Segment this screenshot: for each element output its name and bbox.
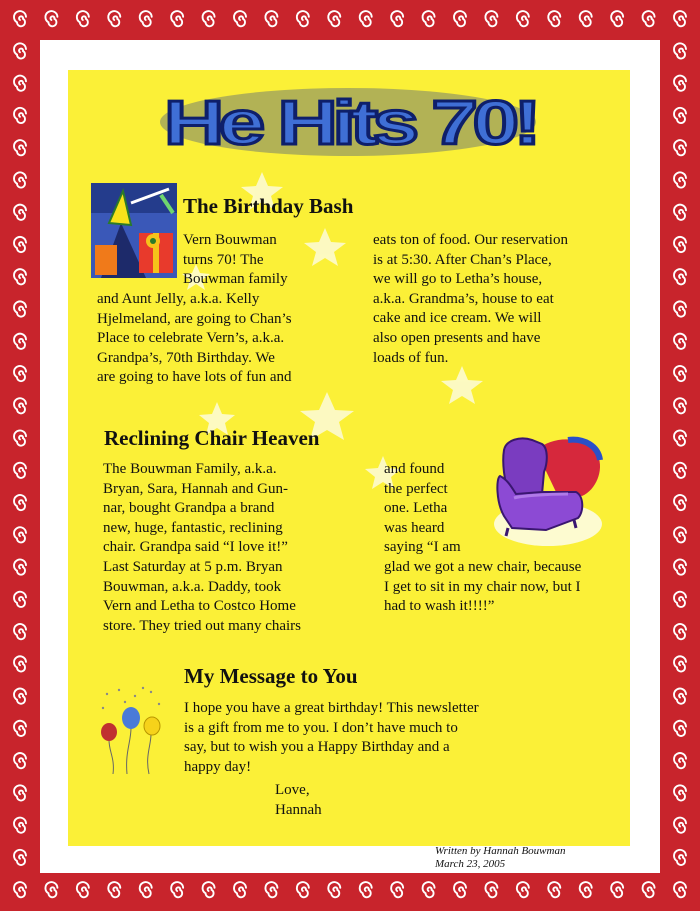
text-line: one. Letha xyxy=(384,500,448,517)
text-line: store. They tried out many chairs xyxy=(103,617,302,634)
text-line: we will go to Letha’s house, xyxy=(373,271,543,288)
text-line: was heard xyxy=(384,519,445,536)
author-credit xyxy=(435,845,565,871)
text-line: nar, bought Grandpa a brand xyxy=(103,500,275,517)
credit-author: Written by Hannah Bouwman xyxy=(435,845,566,857)
text-line: is at 5:30. After Chan’s Place, xyxy=(373,251,552,268)
text-line: had to wash it!!!!” xyxy=(384,598,495,615)
text-line: Bryan, Sara, Hannah and Gun- xyxy=(103,480,288,497)
text-line: cake and ice cream. We will xyxy=(373,310,542,327)
text-line: happy day! xyxy=(184,758,252,775)
text-line: new, huge, fantastic, reclining xyxy=(103,519,283,536)
signature: Hannah xyxy=(275,801,322,818)
text-line: I hope you have a great birthday! This newsletter xyxy=(184,700,479,716)
text-line: Bouwman, a.k.a. Daddy, took xyxy=(103,578,282,595)
balloons-clipart xyxy=(95,686,170,778)
text-line: chair. Grandpa said “I love it!” xyxy=(103,539,288,556)
balloon-icon xyxy=(122,707,140,729)
closing: Love, xyxy=(275,782,310,798)
text-line: eats ton of food. Our reservation xyxy=(373,232,568,248)
text-line: Hjelmeland, are going to Chan’s xyxy=(97,310,292,327)
text-line: Last Saturday at 5 p.m. Bryan xyxy=(103,558,283,575)
section1-col1-bottom xyxy=(97,290,292,388)
text-line: Bouwman family xyxy=(183,271,288,288)
text-line: also open presents and have xyxy=(373,329,541,346)
text-line: the perfect xyxy=(384,480,448,497)
balloon-icon xyxy=(101,723,117,741)
section2-col1 xyxy=(103,460,301,636)
text-line: glad we got a new chair, because xyxy=(384,558,582,575)
newsletter-title xyxy=(152,82,552,162)
star-icon xyxy=(304,228,346,266)
text-line: and found xyxy=(384,461,445,477)
text-line: is a gift from me to you. I don’t have much to xyxy=(184,719,458,736)
text-line: Vern and Letha to Costco Home xyxy=(103,598,296,615)
text-line: and Aunt Jelly, a.k.a. Kelly xyxy=(97,291,260,307)
text-line: are going to have lots of fun and xyxy=(97,369,292,386)
text-line: loads of fun. xyxy=(373,349,449,366)
section1-col1-top xyxy=(183,231,288,290)
section-heading-birthday-bash: The Birthday Bash xyxy=(183,194,354,218)
newsletter-title-text: He Hits 70! xyxy=(164,89,536,158)
credit-date: March 23, 2005 xyxy=(435,858,506,870)
signature-block xyxy=(275,781,322,820)
text-line: turns 70! The xyxy=(183,251,264,268)
text-line: Place to celebrate Vern’s, a.k.a. xyxy=(97,330,285,347)
text-line: Grandpa’s, 70th Birthday. We xyxy=(97,349,275,366)
text-line: Vern Bouwman xyxy=(183,232,277,248)
balloon-icon xyxy=(144,717,160,735)
text-line: say, but to wish you a Happy Birthday and a xyxy=(184,739,450,756)
text-line: I get to sit in my chair now, but I xyxy=(384,578,581,595)
text-line: a.k.a. Grandma’s, house to eat xyxy=(373,290,554,307)
section-heading-message: My Message to You xyxy=(184,664,358,688)
section3-body xyxy=(184,699,479,777)
recliner-chair-clipart xyxy=(486,432,606,550)
star-icon xyxy=(441,366,483,404)
text-line: saying “I am xyxy=(384,539,461,556)
section-heading-reclining-chair: Reclining Chair Heaven xyxy=(104,426,320,450)
party-clipart xyxy=(91,183,177,278)
section1-col2 xyxy=(373,231,568,368)
text-line: The Bouwman Family, a.k.a. xyxy=(103,461,277,477)
